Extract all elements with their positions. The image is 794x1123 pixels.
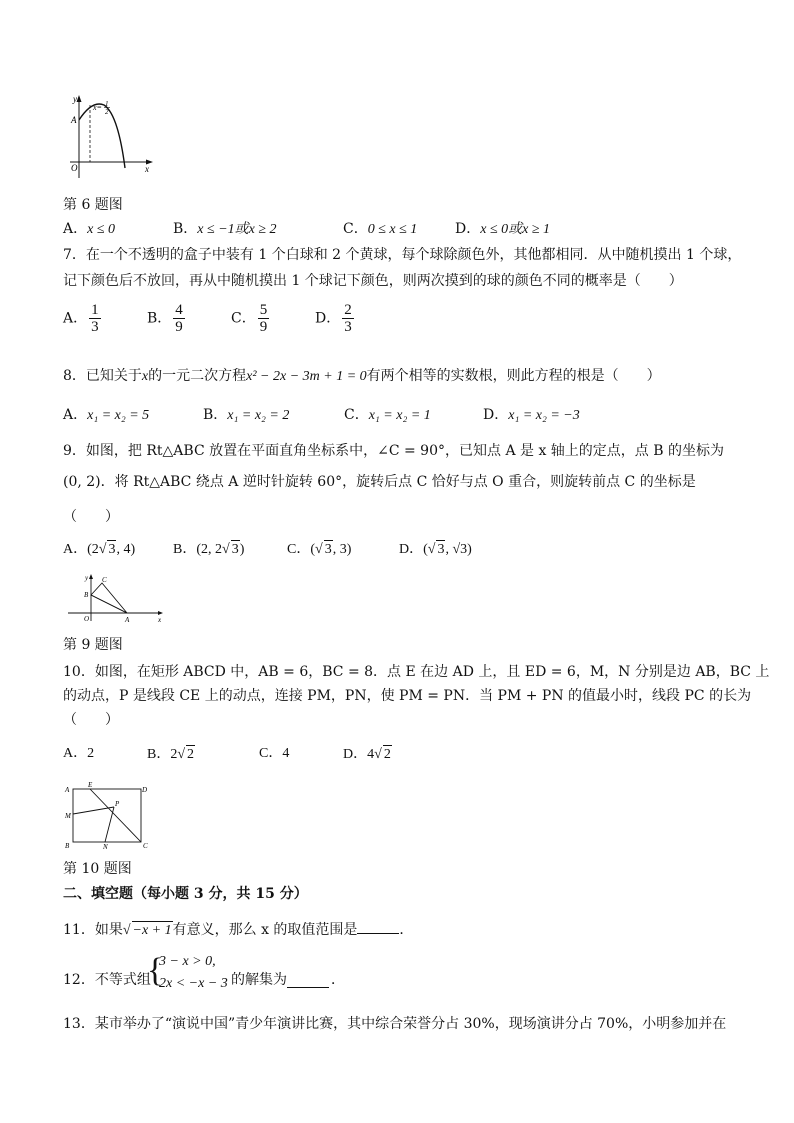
q8-option-a-letter: A． [63, 407, 88, 423]
q6-option-a-letter: A． [63, 221, 88, 237]
q6-option-b-letter: B． [173, 221, 198, 237]
q8-option-c-text: x₁ = x₂ = 1 [368, 408, 431, 423]
q9-option-c-pre: ( [310, 542, 316, 557]
q11-end: ． [399, 922, 414, 938]
q10-option-b-rad: 2 [187, 747, 195, 762]
q9-line1: 9．如图，把 Rt△ABC 放置在平面直角坐标系中，∠C = 90°，已知点 A 是 x 轴上的定点，点 B 的坐标为 [63, 443, 724, 459]
q11: 11．如果√ −x + 1有意义，那么 x 的取值范围是 ． [63, 919, 413, 940]
q9-option-d-post: , √3) [445, 542, 472, 557]
q7-option-b-letter: B． [147, 310, 172, 327]
fig6-caption: 第 6 题图 [63, 197, 123, 213]
q10-option-d[interactable]: D．4√ 2 [343, 747, 391, 762]
q7-line2: 记下颜色后不放回，再从中随机摸出 1 个球记下颜色，则两次摸到的球的颜色不同的概率是（ ） [63, 273, 683, 289]
q9-option-d[interactable]: D．(√ 3, √3) [399, 542, 472, 557]
q6-option-a-text: x ≤ 0 [87, 222, 116, 237]
q10-option-c-letter: C． [259, 746, 283, 761]
q8-equation: x² − 2x − 3m + 1 = 0 [246, 369, 367, 384]
q9-option-a[interactable]: A．(2√ 3, 4) [63, 542, 136, 557]
q10-figure [63, 782, 158, 850]
q10-fig-e: E [88, 782, 93, 789]
q10-line2: 的动点，P 是线段 CE 上的动点，连接 PM，PN，使 PM = PN．当 PM + PN 的值最小时，线段 PC 的长为 [63, 688, 752, 704]
q7-option-d-den: 3 [344, 319, 352, 335]
q8-option-d[interactable] [483, 406, 580, 425]
q9-option-c[interactable]: C．(√ 3, 3) [287, 542, 352, 557]
section2-title: 二、填空题（每小题 3 分，共 15 分） [63, 886, 308, 902]
q8-option-d-text: x₁ = x₂ = −3 [508, 408, 580, 423]
q7-option-c-letter: C． [231, 310, 256, 327]
q9-line3: （ ） [63, 509, 119, 525]
q13-line1: 13．某市举办了“演说中国”青少年演讲比赛，其中综合荣誉分占 30%，现场演讲分占 70%，小明参加并在 [63, 1016, 727, 1032]
q6-option-b-text: x ≤ −1或x ≥ 2 [197, 222, 277, 237]
q11-answer-blank[interactable] [357, 919, 399, 934]
q7-option-c-den: 9 [259, 319, 268, 335]
fig6-y-label: y [73, 94, 77, 104]
q9-option-c-rad: 3 [324, 542, 332, 557]
q7-option-d[interactable] [315, 302, 356, 335]
q7-line1: 7．在一个不透明的盒子中装有 1 个白球和 2 个黄球，每个球除颜色外，其他都相同．从中随机摸出 1 个球， [63, 247, 742, 263]
q11-suffix: 有意义，那么 x 的取值范围是 [172, 922, 358, 938]
q9-option-b-rad: 3 [231, 542, 239, 557]
q9-option-b[interactable]: B．(2, 2√ 3) [173, 542, 245, 557]
q9-option-b-pre: (2, 2 [196, 542, 223, 557]
q9-option-a-post: , 4) [116, 542, 136, 557]
fig6-x-label: x [145, 164, 149, 174]
q8-prefix: 8．已知关于 [63, 368, 142, 384]
q9-fig-b: B [84, 591, 89, 599]
q9-fig-y: y [85, 574, 89, 582]
q12-row1: 3 − x > 0, [159, 954, 216, 969]
q10-fig-d: D [142, 786, 148, 794]
q7-option-b[interactable] [147, 302, 187, 335]
q10-fig-n: N [103, 843, 108, 850]
q7-option-a-num: 1 [91, 302, 99, 318]
q11-radicand: −x + 1 [132, 923, 172, 938]
fig6-axis-den: 2 [105, 108, 109, 116]
q10-option-d-pre: 4 [367, 747, 375, 762]
q10-fig-b: B [65, 842, 70, 850]
q12-prefix: 12．不等式组 [63, 972, 151, 988]
q9-fig-a: A [125, 616, 130, 624]
q7-option-b-num: 4 [175, 302, 183, 318]
q9-option-d-rad: 3 [437, 542, 445, 557]
q12-suffix: 的解集为 [231, 972, 287, 988]
q8-option-b[interactable] [203, 406, 289, 425]
q9-option-c-letter: C． [287, 542, 311, 557]
q10-fig-a: A [65, 786, 70, 794]
q9-line2: (0, 2)．将 Rt△ABC 绕点 A 逆时针旋转 60°，旋转后点 C 恰好与点 O 重合，则旋转前点 C 的坐标是 [63, 474, 696, 490]
q9-option-a-rad: 3 [108, 542, 116, 557]
q9-fig-c: C [102, 576, 107, 584]
q8-suffix: 有两个相等的实数根，则此方程的根是（ ） [366, 368, 661, 384]
q9-option-d-pre: ( [423, 542, 428, 557]
fig6-axis-eq: x= [93, 103, 102, 112]
q6-option-d-text: x ≤ 0或x ≥ 1 [480, 222, 551, 237]
q6-option-c[interactable] [343, 220, 417, 239]
q10-fig-c: C [143, 842, 148, 850]
fig6-a-label: A [71, 115, 77, 125]
q10-option-c-pre: 4 [282, 746, 290, 761]
q9-option-a-letter: A． [63, 542, 88, 557]
q8-option-a-text: x₁ = x₂ = 5 [87, 408, 150, 423]
q10-option-d-letter: D． [343, 747, 368, 762]
q8-option-b-text: x₁ = x₂ = 2 [227, 408, 290, 423]
q10-fig-p: P [115, 800, 120, 808]
q8-var: x [141, 369, 149, 384]
q11-prefix: 11．如果 [63, 922, 123, 938]
q8-option-b-letter: B． [203, 407, 228, 423]
q7-option-d-letter: D． [315, 310, 341, 327]
q7-options [63, 302, 763, 342]
q6-option-c-letter: C． [343, 221, 368, 237]
q9-option-b-post: ) [239, 542, 245, 557]
q12-brace: { [147, 952, 164, 989]
q6-option-d[interactable] [455, 220, 550, 239]
q7-option-c[interactable] [231, 302, 271, 335]
q8-option-a[interactable] [63, 406, 149, 425]
q12-answer-blank[interactable] [287, 973, 329, 988]
fig6-axis-num: 1 [105, 100, 109, 108]
q10-fig-m: M [65, 812, 71, 820]
q8-stem [63, 367, 661, 386]
q10-line1: 10．如图，在矩形 ABCD 中，AB = 6，BC = 8．点 E 在边 AD 上，且 ED = 6，M，N 分别是边 AB，BC 上 [63, 664, 770, 680]
q8-mid: 的一元二次方程 [148, 368, 247, 384]
q9-option-b-letter: B． [173, 542, 197, 557]
q7-option-a-den: 3 [91, 319, 99, 335]
q6-figure [60, 92, 160, 184]
q10-option-a[interactable] [63, 745, 94, 763]
q9-option-c-post: , 3) [332, 542, 352, 557]
q8-option-d-letter: D． [483, 407, 509, 423]
q6-option-b[interactable] [173, 220, 277, 239]
q9-fig-o: O [84, 615, 90, 623]
q9-figure [63, 573, 168, 625]
q12-end: ． [331, 972, 345, 988]
q10-option-b-letter: B． [147, 747, 171, 762]
fig6-origin-label: O [71, 163, 78, 173]
q7-option-b-den: 9 [175, 319, 183, 335]
q10-option-a-letter: A． [63, 746, 88, 761]
q10-option-b-pre: 2 [170, 747, 178, 762]
q12-row2: 2x < −x − 3 [159, 976, 228, 991]
q7-option-a[interactable] [63, 302, 103, 335]
q10-line3: （ ） [63, 712, 119, 728]
q6-option-c-text: 0 ≤ x ≤ 1 [367, 222, 418, 237]
q10-option-c[interactable] [259, 745, 289, 763]
q10-caption: 第 10 题图 [63, 861, 132, 877]
q7-option-a-letter: A． [63, 310, 88, 327]
q10-option-d-rad: 2 [383, 747, 391, 762]
q10-option-a-pre: 2 [87, 746, 95, 761]
q7-option-d-num: 2 [344, 302, 352, 318]
q7-option-c-num: 5 [259, 302, 268, 318]
q8-option-c-letter: C． [344, 407, 369, 423]
q6-option-d-letter: D． [455, 221, 481, 237]
q8-option-c[interactable] [344, 406, 431, 425]
q10-option-b[interactable]: B．2√ 2 [147, 747, 195, 762]
q9-option-a-pre: (2 [87, 542, 99, 557]
q9-fig-x: x [158, 616, 162, 624]
q9-caption: 第 9 题图 [63, 637, 123, 653]
q6-option-a[interactable] [63, 220, 115, 239]
q9-option-d-letter: D． [399, 542, 424, 557]
